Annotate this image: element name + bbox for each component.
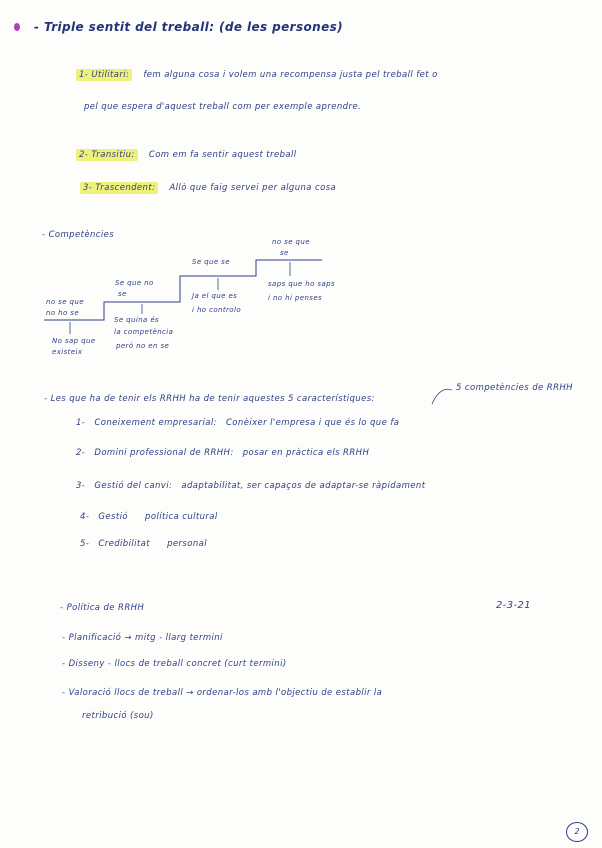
item-1-text: fem alguna cosa i volem una recompensa justa pel treball fet o	[143, 70, 438, 80]
staircase-line	[44, 260, 322, 320]
curved-arrow-icon	[432, 389, 452, 404]
rrhh-item-num: 4-	[80, 512, 90, 522]
politica-line-1: - Planificació → mitg - llarg termini	[62, 633, 223, 643]
item-2-text: Com em fa sentir aquest treball	[148, 150, 297, 160]
step2-label-b: se	[118, 290, 127, 298]
politica-title: - Política de RRHH	[60, 603, 145, 613]
page-heading: - Triple sentit del treball: (de les persones)	[34, 20, 344, 34]
rrhh-item-1	[76, 418, 399, 428]
item-3-label: 3- Trascendent:	[80, 182, 158, 194]
rrhh-item-desc: Conèixer l'empresa i que és lo que fa	[225, 418, 400, 428]
step4-label-b: se	[280, 249, 289, 257]
rrhh-item-2	[76, 448, 369, 458]
rrhh-item-name: Credibilitat	[98, 539, 150, 549]
rrhh-item-desc: personal	[167, 539, 207, 549]
step1-label-b: no ho se	[46, 309, 80, 317]
step1-label-a: no se que	[46, 298, 84, 306]
item-2-label: 2- Transitiu:	[76, 149, 138, 161]
rrhh-item-desc: adaptabilitat, ser capaços de adaptar-se ràpidament	[181, 481, 426, 491]
rrhh-intro: - Les que ha de tenir els RRHH ha de tenir aquestes 5 característiques:	[44, 394, 375, 404]
step4-label-d: i no hi penses	[268, 294, 323, 302]
step4-label-a: no se que	[272, 238, 310, 246]
rrhh-item-desc: política cultural	[145, 512, 218, 522]
page-number: 2	[566, 822, 588, 842]
rrhh-item-desc: posar en pràctica els RRHH	[242, 448, 370, 458]
step3-label-c: i ho controlo	[192, 306, 242, 314]
rrhh-item-5	[80, 539, 207, 549]
rrhh-item-3	[76, 481, 425, 491]
step2-label-d: la competència	[114, 328, 174, 336]
rrhh-item-4	[80, 512, 218, 522]
item-1-text-cont: pel que espera d'aquest treball com per exemple aprendre.	[84, 102, 362, 112]
rrhh-item-num: 3-	[76, 481, 86, 491]
step4-label-c: saps que ho saps	[268, 280, 336, 288]
politica-line-3b: retribució (sou)	[82, 711, 154, 721]
rrhh-item-num: 2-	[76, 448, 86, 458]
rrhh-item-name: Gestió del canvi:	[94, 481, 173, 491]
step2-label-c: Se quina és	[114, 316, 160, 324]
step1-label-c: No sap que	[52, 337, 96, 345]
rrhh-item-num: 1-	[76, 418, 86, 428]
rrhh-item-name: Coneixement empresarial:	[94, 418, 217, 428]
rrhh-item-num: 5-	[80, 539, 90, 549]
step3-label-b: Ja el que es	[192, 292, 238, 300]
rrhh-item-name: Gestió	[98, 512, 128, 522]
step1-label-d: existeix	[52, 348, 83, 356]
step3-label-a: Se que se	[192, 258, 230, 266]
competencies-title: - Competències	[42, 230, 115, 240]
step2-label-e: però no en se	[116, 342, 170, 350]
item-3-text: Allò que faig servei per alguna cosa	[169, 183, 337, 193]
step2-label-a: Se que no	[115, 279, 154, 287]
item-1-label: 1- Utilitari:	[76, 69, 132, 81]
rrhh-note: 5 competències de RRHH	[456, 383, 573, 393]
politica-line-2: - Disseny - llocs de treball concret (curt termini)	[62, 659, 287, 669]
politica-date: 2-3-21	[496, 600, 532, 611]
politica-line-3a: - Valoració llocs de treball → ordenar-los amb l'objectiu de establir la	[62, 688, 383, 698]
rrhh-item-name: Domini professional de RRHH:	[94, 448, 234, 458]
